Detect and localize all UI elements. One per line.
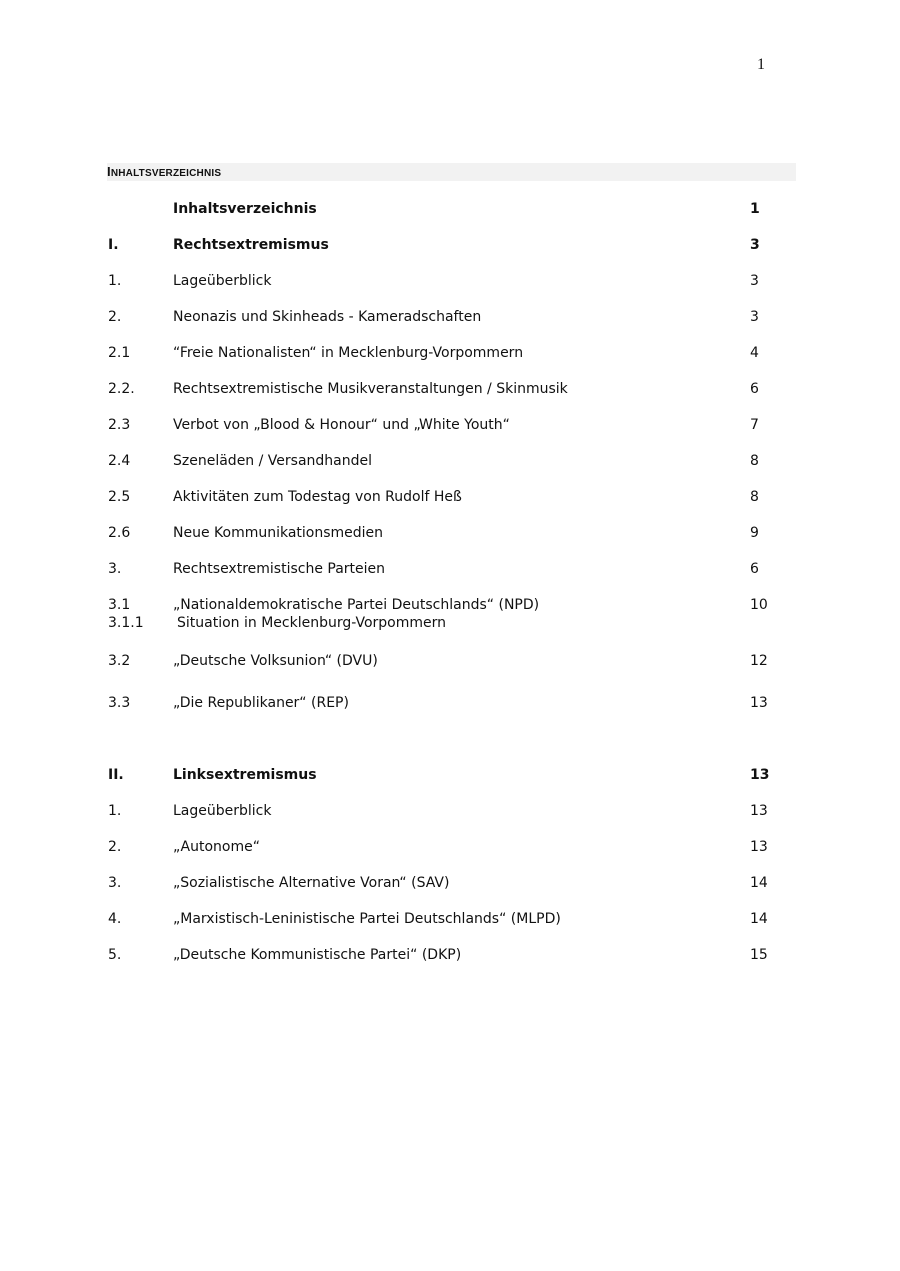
toc-entry-number: 2.4: [108, 453, 131, 469]
toc-entry-title: Rechtsextremistische Musikveranstaltungen / Skinmusik: [173, 381, 568, 397]
page-number: 1: [757, 56, 765, 73]
toc-entry-title: „Sozialistische Alternative Voran“ (SAV): [173, 875, 450, 891]
toc-entry-title: „Autonome“: [173, 839, 260, 855]
toc-entry-number: 3.: [108, 875, 122, 891]
toc-entry-page: 15: [750, 947, 768, 963]
toc-entry-number: 2.: [108, 839, 122, 855]
toc-entry-title: Lageüberblick: [173, 803, 272, 819]
toc-entry-page: 3: [750, 309, 759, 325]
toc-entry-number: 3.1.1: [108, 615, 144, 631]
toc-entry-page: 4: [750, 345, 759, 361]
toc-entry-title: „Deutsche Kommunistische Partei“ (DKP): [173, 947, 462, 963]
toc-entry-page: 14: [750, 875, 768, 891]
toc-entry-title: Neue Kommunikationsmedien: [173, 525, 384, 541]
toc-entry-title: „Marxistisch-Leninistische Partei Deutschlands“ (MLPD): [173, 911, 561, 927]
toc-entry-page: 8: [750, 489, 759, 505]
toc-entry-number: 3.2: [108, 653, 131, 669]
toc-entry-page: 1: [750, 201, 760, 217]
toc-entry-number: I.: [108, 237, 119, 253]
toc-entry-page: 10: [750, 597, 768, 613]
toc-entry-number: 2.2.: [108, 381, 135, 397]
toc-entry-title: “Freie Nationalisten“ in Mecklenburg-Vorpommern: [173, 345, 524, 361]
toc-entry-page: 7: [750, 417, 759, 433]
toc-entry-page: 13: [750, 839, 768, 855]
toc-entry-title: „Nationaldemokratische Partei Deutschlands“ (NPD): [173, 597, 540, 613]
toc-entry-number: 2.5: [108, 489, 131, 505]
toc-entry-page: 14: [750, 911, 768, 927]
toc-entry-title: Rechtsextremismus: [173, 237, 329, 253]
toc-entry-number: 5.: [108, 947, 122, 963]
toc-entry-page: 6: [750, 561, 759, 577]
toc-entry-title: Linksextremismus: [173, 767, 317, 783]
toc-entry-title: „Die Republikaner“ (REP): [173, 695, 349, 711]
toc-heading-rest: NHALTSVERZEICHNIS: [110, 168, 222, 179]
toc-entry-page: 3: [750, 273, 759, 289]
toc-entry-title: Szeneläden / Versandhandel: [173, 453, 373, 469]
toc-entry-page: 13: [750, 803, 768, 819]
toc-entry-title: Verbot von „Blood & Honour“ und „White Youth“: [173, 417, 510, 433]
toc-entry-page: 9: [750, 525, 759, 541]
toc-entry-number: 3.1: [108, 597, 131, 613]
toc-entry-page: 13: [750, 767, 770, 783]
toc-entry-number: 2.3: [108, 417, 131, 433]
toc-entry-title: Neonazis und Skinheads - Kameradschaften: [173, 309, 482, 325]
toc-entry-number: 2.: [108, 309, 122, 325]
toc-entry-title: Rechtsextremistische Parteien: [173, 561, 386, 577]
toc-entry-number: 1.: [108, 273, 122, 289]
toc-entry-page: 6: [750, 381, 759, 397]
toc-entry-page: 3: [750, 237, 760, 253]
toc-entry-title: „Deutsche Volksunion“ (DVU): [173, 653, 378, 669]
toc-entry-number: 1.: [108, 803, 122, 819]
toc-heading-initial: I: [107, 164, 111, 179]
toc-entry-title: Inhaltsverzeichnis: [173, 201, 317, 217]
toc-entry-page: 12: [750, 653, 768, 669]
toc-entry-number: 3.: [108, 561, 122, 577]
toc-entry-number: 2.1: [108, 345, 131, 361]
toc-entry-page: 13: [750, 695, 768, 711]
toc-entry-number: II.: [108, 767, 124, 783]
toc-entry-title: Aktivitäten zum Todestag von Rudolf Heß: [173, 489, 462, 505]
toc-entry-title: Lageüberblick: [173, 273, 272, 289]
toc-entry-number: 2.6: [108, 525, 131, 541]
toc-entry-number: 3.3: [108, 695, 131, 711]
toc-entry-number: 4.: [108, 911, 122, 927]
toc-entry-page: 8: [750, 453, 759, 469]
toc-entry-title: Situation in Mecklenburg-Vorpommern: [177, 615, 446, 631]
